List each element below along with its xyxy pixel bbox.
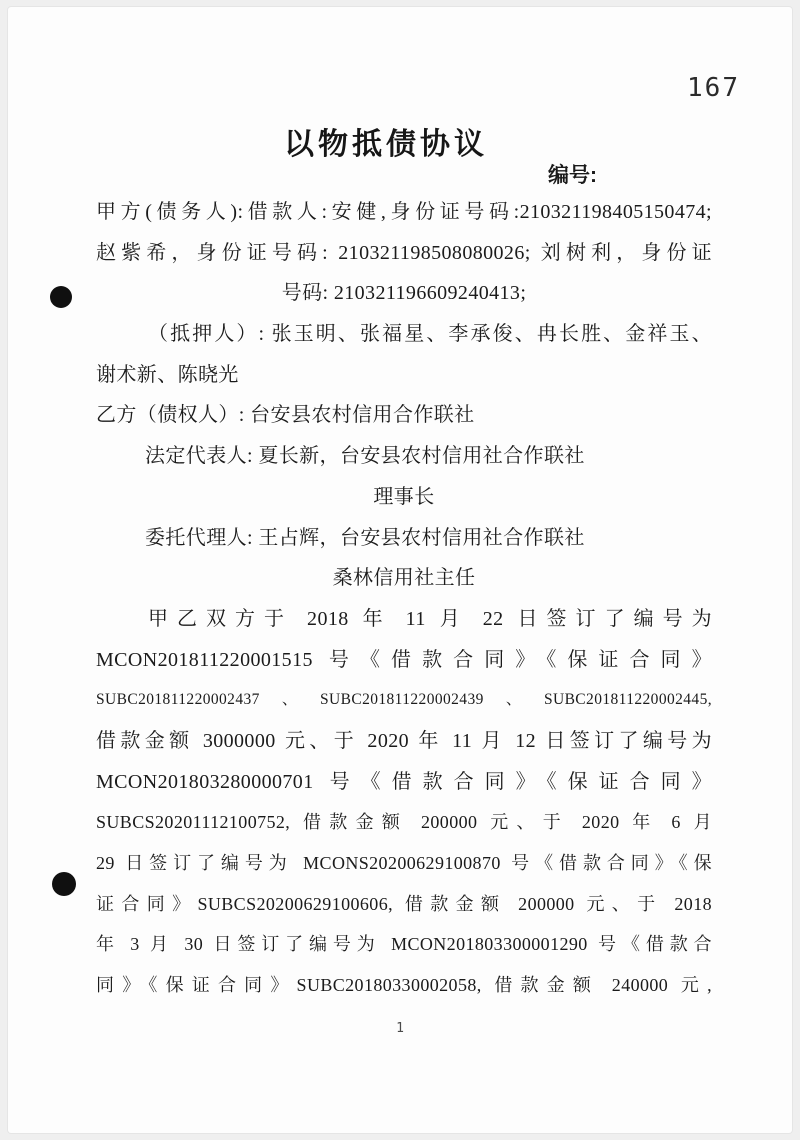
doc-line: MCON201811220001515 号《借款合同》《保证合同》 (96, 648, 712, 671)
page-title: 以物抵债协议 (284, 128, 488, 161)
doc-line: MCON201803280000701 号《借款合同》《保证合同》 (96, 770, 712, 793)
doc-line: 理事长 (373, 485, 435, 508)
doc-line: 29 日签订了编号为 MCONS20200629100870 号《借款合同》《保 (96, 853, 712, 873)
doc-line: （抵押人）: 张玉明、张福星、李承俊、冉长胜、金祥玉、 (148, 323, 712, 346)
doc-line: 谢术新、陈晓光 (96, 363, 239, 386)
doc-line: SUBCS20201112100752, 借款金额 200000 元、于 2020 年 6 月 (96, 812, 712, 833)
document-body (8, 192, 792, 1006)
doc-line: 号码: 210321196609240413; (281, 282, 527, 305)
doc-line: 赵紫希，身份证号码: 210321198508080026; 刘树利，身份证 (96, 241, 712, 264)
doc-line: 委托代理人: 王占辉，台安县农村信用社合作联社 (145, 526, 585, 549)
doc-line: 年 3 月 30 日签订了编号为 MCON201803300001290 号《借款合 (96, 934, 712, 955)
doc-line: 桑林信用社主任 (332, 567, 476, 590)
doc-line: 同》《保证合同》SUBC20180330002058, 借款金额 240000 元, (96, 975, 712, 996)
doc-line: 甲乙双方于 2018 年 11 月 22 日签订了编号为 (148, 607, 712, 630)
doc-number-label: 编号: (548, 164, 597, 187)
doc-line: 法定代表人: 夏长新，台安县农村信用社合作联社 (145, 445, 585, 468)
footer-page-number: 1 (396, 1021, 404, 1036)
document-page (8, 7, 792, 1133)
doc-line: 甲方(债务人):借款人:安健,身份证号码:210321198405150474; (96, 201, 712, 223)
doc-line: 借款金额 3000000 元、于 2020 年 11 月 12 日签订了编号为 (96, 729, 712, 752)
doc-line: SUBC201811220002437、SUBC201811220002439、SUBC201811220002445, (96, 691, 712, 709)
corner-page-number: 167 (687, 73, 740, 103)
doc-line: 证合同》SUBCS20200629100606, 借款金额 200000 元、于 2018 (96, 893, 712, 914)
doc-line: 乙方（债权人）: 台安县农村信用合作联社 (96, 404, 475, 427)
